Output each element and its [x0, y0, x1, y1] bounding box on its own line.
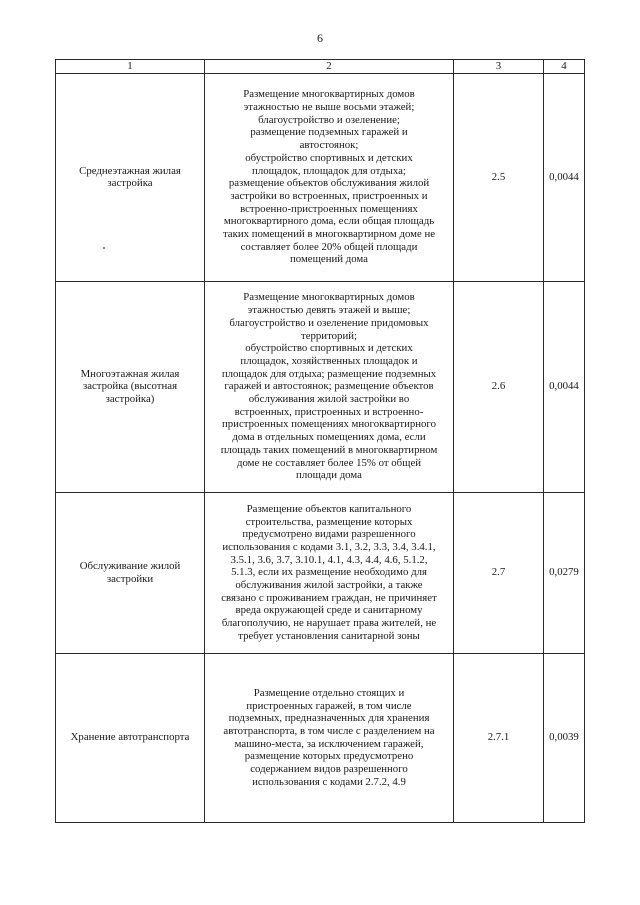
table-header-row	[56, 60, 585, 74]
table-row	[56, 73, 585, 281]
land-use-value: 0,0039	[544, 653, 585, 822]
description-line: встроенных, пристроенных и встроенно-	[234, 405, 424, 418]
description-line: пристроенных помещениях многоквартирного	[222, 418, 436, 431]
land-use-value: 0,0044	[544, 73, 585, 281]
description-line: 3.5.1, 3.6, 3.7, 3.10.1, 4.1, 4.3, 4.4, 4.6, 5.1.2,	[230, 553, 428, 566]
land-use-description	[205, 73, 454, 281]
scan-speck	[103, 247, 105, 249]
header-col-4: 4	[544, 60, 585, 74]
header-col-1: 1	[56, 60, 205, 74]
description-line: многоквартирного дома, если общая площадь	[223, 215, 435, 228]
description-line: размещение подземных гаражей и	[250, 126, 408, 139]
description-line: этажностью не выше восьми этажей;	[243, 100, 415, 113]
description-line: Размещение объектов капитального	[246, 502, 412, 515]
description-line: 5.1.3, если их размещение необходимо для	[231, 566, 427, 579]
land-use-description	[205, 281, 454, 492]
page-number: 6	[317, 31, 323, 45]
land-use-code: 2.6	[454, 281, 544, 492]
description-line: машино-места, за исключением гаражей,	[234, 737, 424, 750]
description-line: пристроенных гаражей, в том числе	[246, 699, 412, 712]
table-row	[56, 281, 585, 492]
description-line: площадок для отдыха; размещение подземных	[221, 367, 437, 380]
description-line: благоустройство и озеленение;	[258, 113, 400, 126]
land-use-name: Среднеэтажная жилая застройка	[56, 73, 205, 281]
description-line: площадь таких помещений в многоквартирном	[220, 443, 438, 456]
description-line: размещение которых предусмотрено	[244, 750, 414, 763]
description-line: предусмотрено видами разрешенного	[242, 528, 416, 541]
description-line: связано с проживанием граждан, не причиняет	[221, 591, 437, 604]
description-line: помещений дома	[290, 253, 368, 266]
description-line: площадок, площадок для отдыха;	[252, 164, 406, 177]
land-use-description	[205, 492, 454, 653]
description-line: дома в отдельных помещениях дома, если	[232, 431, 426, 444]
description-line: подземных, предназначенных для хранения	[228, 712, 430, 725]
description-line: этажностью девять этажей и выше;	[247, 304, 411, 317]
description-line: застройки во встроенных, пристроенных и	[230, 189, 428, 202]
land-use-value: 0,0044	[544, 281, 585, 492]
description-line: обслуживания жилой застройки во	[248, 393, 410, 406]
land-use-code: 2.7	[454, 492, 544, 653]
land-use-code: 2.7.1	[454, 653, 544, 822]
header-col-2: 2	[205, 60, 454, 74]
land-use-value: 0,0279	[544, 492, 585, 653]
land-use-name: Многоэтажная жилая застройка (высотная застройка)	[56, 281, 205, 492]
description-line: размещение объектов обслуживания жилой	[228, 177, 430, 190]
table-row	[56, 492, 585, 653]
land-use-description	[205, 653, 454, 822]
description-line: благоустройство и озеленение придомовых	[229, 316, 429, 329]
description-line: обслуживания жилой застройки, а также	[235, 579, 423, 592]
description-line: использования с кодами 3.1, 3.2, 3.3, 3.4, 3.4.1,	[222, 540, 436, 553]
header-col-3: 3	[454, 60, 544, 74]
land-use-table	[55, 59, 585, 823]
land-use-code: 2.5	[454, 73, 544, 281]
land-use-name: Хранение автотранспорта	[56, 653, 205, 822]
description-line: доме не составляет более 15% от общей	[236, 456, 422, 469]
description-line: встроенно-пристроенных помещениях	[240, 202, 418, 215]
land-use-name: Обслуживание жилой застройки	[56, 492, 205, 653]
description-line: составляет более 20% общей площади	[240, 240, 418, 253]
description-line: автостоянок;	[299, 139, 359, 152]
description-line: использования с кодами 2.7.2, 4.9	[252, 775, 406, 788]
description-line: благополучию, не нарушает права жителей, не	[221, 617, 437, 630]
description-line: содержанием видов разрешенного	[250, 763, 408, 776]
description-line: строительства, размещение которых	[245, 515, 413, 528]
description-line: обустройство спортивных и детских	[245, 151, 413, 164]
description-line: требует установления санитарной зоны	[238, 629, 420, 642]
description-line: вреда окружающей среде и санитарному	[235, 604, 423, 617]
description-line: автотранспорта, в том числе с разделением на	[223, 725, 435, 737]
description-line: Размещение отдельно стоящих и	[253, 686, 405, 699]
description-line: Размещение многоквартирных домов	[243, 291, 415, 304]
description-line: территорий;	[300, 329, 357, 342]
description-line: гаражей и автостоянок; размещение объектов	[224, 380, 434, 393]
description-line: площадок, хозяйственных площадок и	[240, 354, 418, 367]
description-line: Размещение многоквартирных домов	[243, 88, 415, 101]
table-row	[56, 653, 585, 822]
description-line: таких помещений в многоквартирном доме не	[222, 228, 436, 241]
description-line: обустройство спортивных и детских	[245, 342, 413, 355]
description-line: площади дома	[296, 469, 362, 482]
